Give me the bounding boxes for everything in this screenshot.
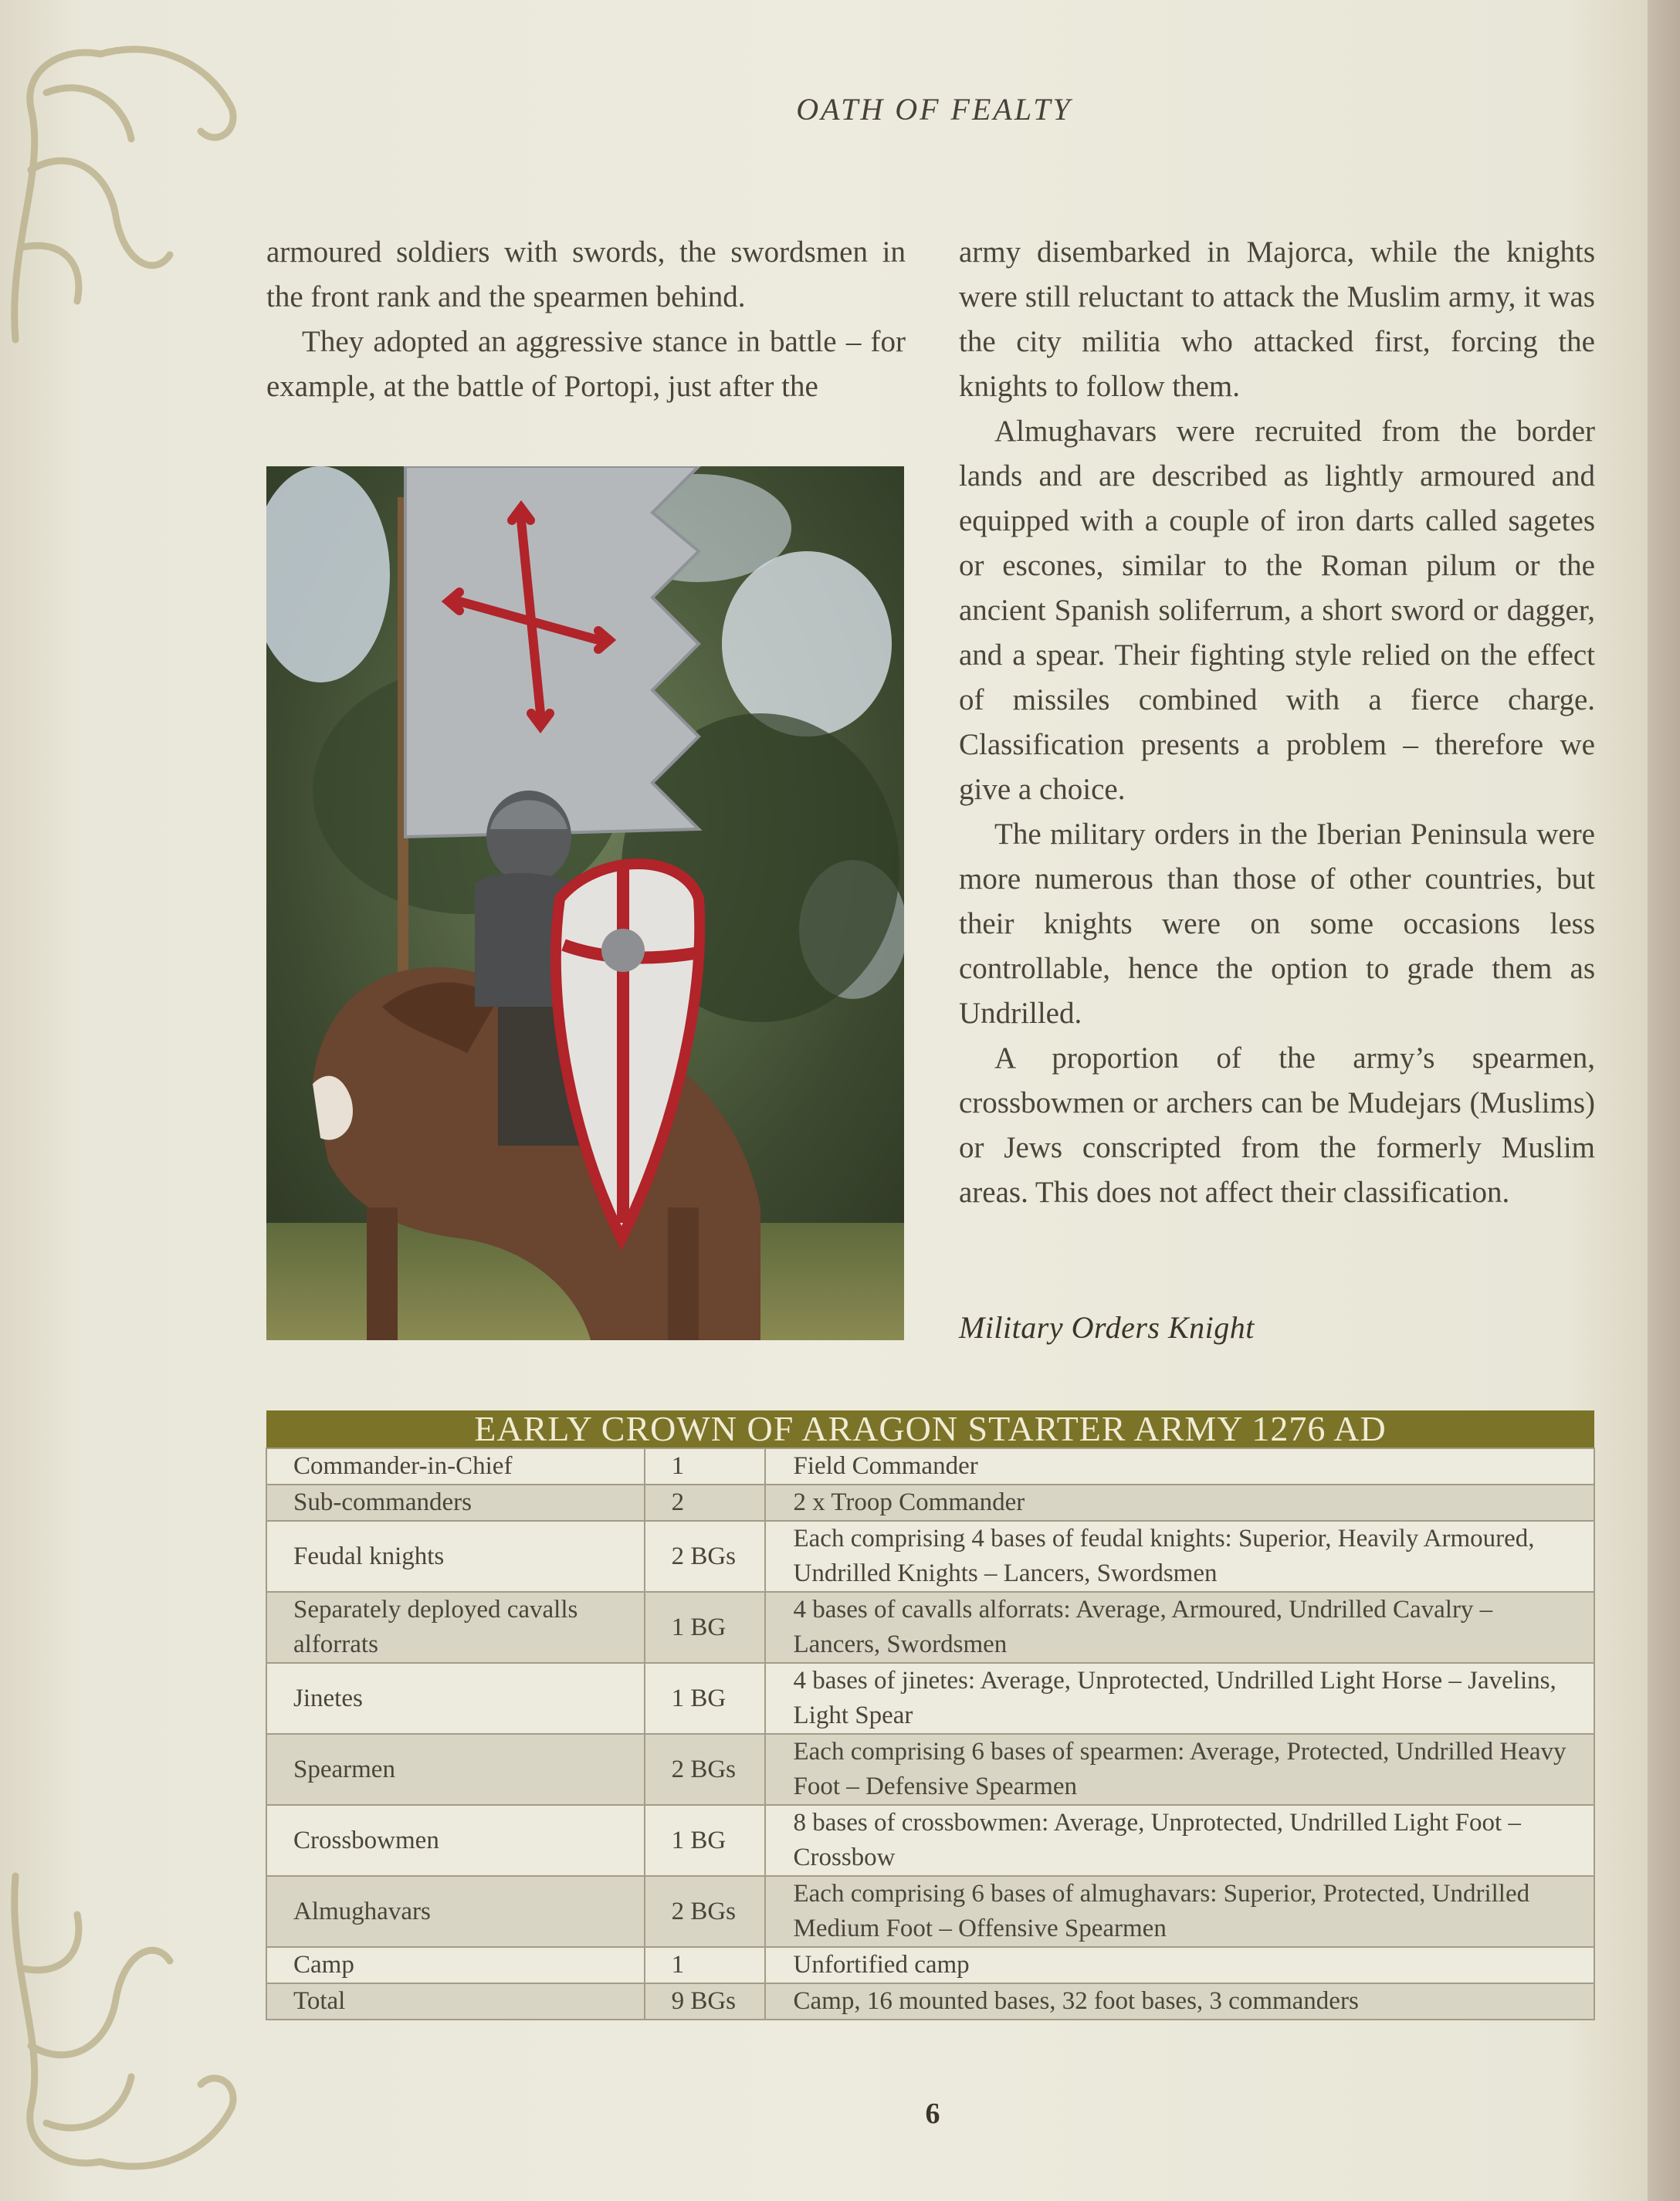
description-cell: 8 bases of crossbowmen: Average, Unprotected, Undrilled Light Foot – Crossbow [765, 1805, 1595, 1876]
count-cell: 1 BG [645, 1663, 765, 1734]
running-head: OATH OF FEALTY [796, 92, 1072, 127]
description-cell: Camp, 16 mounted bases, 32 foot bases, 3 commanders [765, 1983, 1595, 2020]
paragraph: The military orders in the Iberian Peninsula were more numerous than those of other countries, but their knights were on some occasions less controllable, hence the option to grade them as Undrilled. [959, 818, 1595, 1030]
description-cell: 4 bases of cavalls alforrats: Average, Armoured, Undrilled Cavalry – Lancers, Swordsmen [765, 1592, 1595, 1663]
paragraph: Almughavars were recruited from the border lands and are described as lightly armoured and equipped with a couple of iron darts called sagetes or escones, similar to the Roman pilum or the ancient Spanish soliferrum, a short sword or dagger, and a spear. Their fighting style relied on the effect of missiles combined with a fierce charge. Classification presents a problem – therefore we give a choice. [959, 415, 1595, 806]
unit-cell: Commander-in-Chief [266, 1448, 645, 1485]
table-row [266, 1876, 1594, 1947]
table-row [266, 1947, 1594, 1983]
knight-photo [266, 466, 904, 1340]
paragraph: army disembarked in Majorca, while the knights were still reluctant to attack the Muslim army, it was the city militia who attacked first, forcing the knights to follow them. [959, 235, 1595, 403]
description-cell: 4 bases of jinetes: Average, Unprotected, Undrilled Light Horse – Javelins, Light Spear [765, 1663, 1595, 1734]
unit-cell: Spearmen [266, 1734, 645, 1805]
description-cell: Each comprising 6 bases of spearmen: Average, Protected, Undrilled Heavy Foot – Defensive Spearmen [765, 1734, 1595, 1805]
table-title: EARLY CROWN OF ARAGON STARTER ARMY 1276 AD [266, 1410, 1594, 1448]
description-cell: Unfortified camp [765, 1947, 1595, 1983]
photo-caption: Military Orders Knight [959, 1310, 1255, 1345]
left-text-column [266, 230, 906, 409]
count-cell: 1 [645, 1448, 765, 1485]
unit-cell: Crossbowmen [266, 1805, 645, 1876]
unit-cell: Camp [266, 1947, 645, 1983]
count-cell: 1 BG [645, 1592, 765, 1663]
table-row [266, 1805, 1594, 1876]
unit-cell: Jinetes [266, 1663, 645, 1734]
right-text-column [959, 230, 1595, 1215]
table-row [266, 1592, 1594, 1663]
unit-cell: Almughavars [266, 1876, 645, 1947]
count-cell: 9 BGs [645, 1983, 765, 2020]
unit-cell: Feudal knights [266, 1521, 645, 1592]
table-row [266, 1663, 1594, 1734]
paragraph: They adopted an aggressive stance in battle – for example, at the battle of Portopi, just after the [266, 325, 906, 403]
paragraph: A proportion of the army’s spearmen, crossbowmen or archers can be Mudejars (Muslims) or Jews conscripted from the formerly Muslim areas. This does not affect their classification. [959, 1041, 1595, 1209]
count-cell: 2 BGs [645, 1521, 765, 1592]
count-cell: 1 BG [645, 1805, 765, 1876]
description-cell: Each comprising 4 bases of feudal knights: Superior, Heavily Armoured, Undrilled Knights – Lancers, Swordsmen [765, 1521, 1595, 1592]
table-row [266, 1734, 1594, 1805]
count-cell: 2 [645, 1485, 765, 1521]
unit-cell: Separately deployed cavalls alforrats [266, 1592, 645, 1663]
count-cell: 2 BGs [645, 1734, 765, 1805]
table-row [266, 1521, 1594, 1592]
page-edge [1648, 0, 1680, 2201]
page-number: 6 [925, 2098, 940, 2130]
corner-flourish-bottom-left [0, 1868, 255, 2200]
corner-flourish-top-left [0, 15, 255, 347]
paragraph: armoured soldiers with swords, the swordsmen in the front rank and the spearmen behind. [266, 235, 906, 313]
unit-cell: Sub-commanders [266, 1485, 645, 1521]
description-cell: Each comprising 6 bases of almughavars: Superior, Protected, Undrilled Medium Foot – Offensive Spearmen [765, 1876, 1595, 1947]
table-row [266, 1485, 1594, 1521]
count-cell: 1 [645, 1947, 765, 1983]
count-cell: 2 BGs [645, 1876, 765, 1947]
table-row [266, 1983, 1594, 2020]
unit-cell: Total [266, 1983, 645, 2020]
description-cell: Field Commander [765, 1448, 1595, 1485]
table-row [266, 1448, 1594, 1485]
starter-army-table [266, 1410, 1595, 2020]
description-cell: 2 x Troop Commander [765, 1485, 1595, 1521]
